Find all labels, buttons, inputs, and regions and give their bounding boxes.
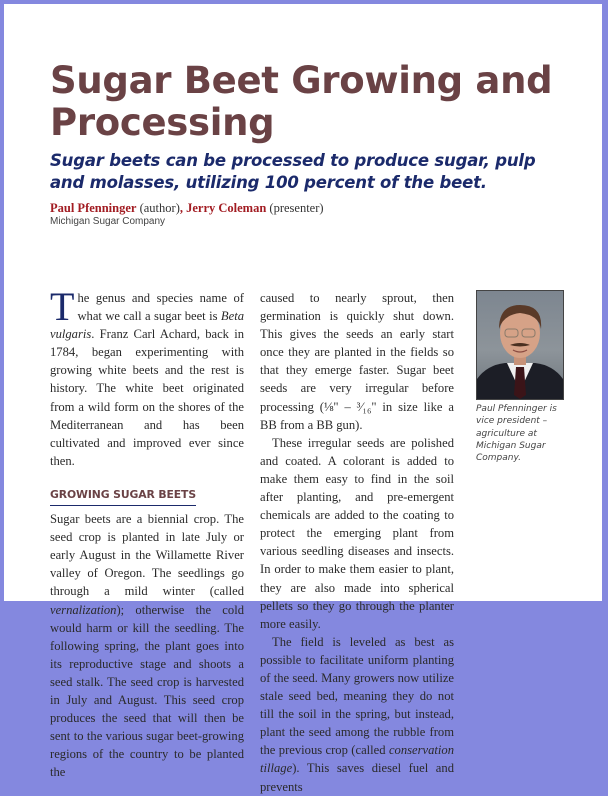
drop-cap: T [50, 284, 75, 329]
intro-paragraph [50, 284, 244, 470]
author-name: Paul Pfenninger [50, 201, 137, 215]
author-photo [476, 290, 564, 400]
seed-paragraph: caused to nearly sprout, then germination is quickly shut down. This gives the seeds an early start once they are planted in the fields so that they emerge faster. Sugar beet seeds are very irregular before processing (⅛" – ³⁄₁₆" in size like a BB from a BB gun). [260, 291, 454, 432]
affiliation: Michigan Sugar Company [50, 216, 166, 227]
article-title: Sugar Beet Growing and Processing [50, 59, 553, 144]
coating-paragraph: These irregular seeds are polished and coated. A colorant is added to make them easy to find in the soil after planting, and pre-emergent chemicals are added to the coating to protect the emerging plant from various seedling diseases and insects. In order to make them easier to plant, they are also made into spherical pellets so they go through the planter more easily. [260, 435, 454, 631]
growing-paragraph [50, 510, 244, 781]
portrait-image [477, 291, 563, 399]
field-paragraph [260, 633, 454, 796]
term-conservation-tillage: conservation tillage [260, 743, 454, 776]
body-column-1 [50, 284, 244, 781]
intro-text: he genus and species name of what we call a sugar beet is [77, 291, 244, 324]
byline [50, 201, 324, 216]
growing-text: Sugar beets are a biennial crop. The seed crop is planted in late July or early August in the Willamette River valley of Oregon. The seedlings go through a mild winter (called [50, 512, 244, 599]
presenter-role: (presenter) [266, 201, 324, 215]
body-column-2 [260, 289, 454, 796]
species-name: Beta vulgaris [50, 309, 244, 342]
field-text-rest: ). This saves diesel fuel and prevents [260, 761, 454, 794]
presenter-name: Jerry Coleman [186, 201, 267, 215]
intro-text-rest: . Franz Carl Achard, back in 1784, began experimenting with growing white beets and the rest is history. The white beet originated from a wild form on the shores of the Mediterranean and has been cultivated and improved ever since then. [50, 327, 244, 468]
photo-caption: Paul Pfenninger is vice president – agriculture at Michigan Sugar Company. [476, 404, 557, 464]
growing-text-rest: ); otherwise the cold would harm or kill the seedling. The following spring, the plant goes into its reproductive stage and shoots a seed stalk. The seed crop is harvested in July and August. This seed crop produces the seed that will then be sent to the various sugar beet-growing regions of the country to be planted the [50, 602, 244, 780]
article-subtitle: Sugar beets can be processed to produce sugar, pulp and molasses, utilizing 100 percent of the beet. [50, 151, 536, 192]
document-page [4, 4, 602, 794]
author-role: (author) [136, 201, 180, 215]
term-vernalization: vernalization [50, 602, 117, 617]
field-text: The field is leveled as best as possible to facilitate uniform planting of the seed. Many growers now utilize stale seed bed, meaning they do not till the soil in the spring, but instead, plant the seed among the rubble from the previous crop (called [260, 634, 454, 758]
section-heading-growing: GROWING SUGAR BEETS [50, 486, 196, 506]
byline-separator: , [179, 201, 187, 215]
